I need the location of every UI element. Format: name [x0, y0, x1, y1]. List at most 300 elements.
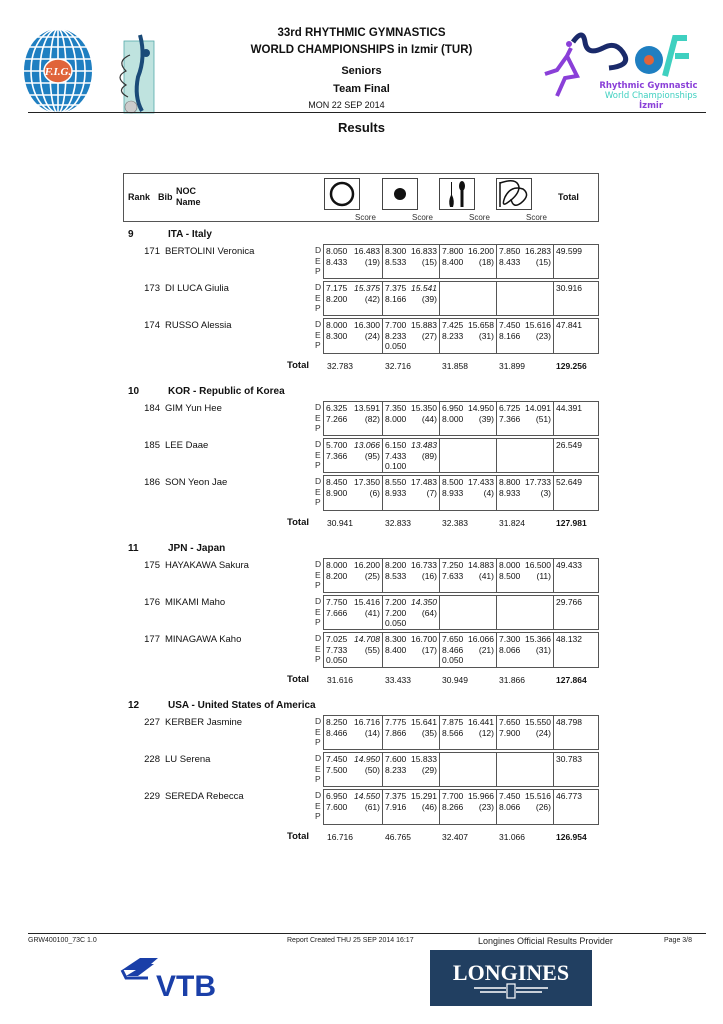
apparatus-team-total: 30.941 [327, 518, 353, 528]
gymnast-total: 46.773 [556, 791, 582, 801]
apparatus-score-cell [324, 402, 382, 435]
e-score: 8.266 [442, 801, 464, 812]
gymnast-name: GIM Yun Hee [165, 403, 222, 414]
apparatus-team-total: 31.899 [499, 361, 525, 371]
footer-divider [28, 933, 706, 934]
name-column-label: Name [176, 197, 201, 207]
e-score: 7.500 [326, 764, 348, 775]
apparatus-score-cell [324, 319, 382, 353]
d-score: 7.700 [385, 320, 407, 330]
score-grid [323, 632, 599, 668]
hoop-score-label: Score [355, 213, 376, 222]
score-type-label-d: D [315, 319, 322, 329]
apparatus-score: 16.716 [354, 717, 380, 727]
gymnast-total-cell [553, 753, 600, 786]
ribbon-score-label: Score [526, 213, 547, 222]
apparatus-score-cell [382, 716, 439, 749]
penalty: 0.050 [385, 341, 407, 351]
apparatus-team-total: 46.765 [385, 832, 411, 842]
apparatus-rank: (39) [478, 413, 494, 424]
team-grand-total: 129.256 [556, 361, 587, 371]
gymnast-bib: 229 [144, 791, 160, 802]
e-score: 8.500 [499, 570, 521, 581]
ball-icon [382, 178, 418, 210]
e-score: 8.166 [385, 293, 407, 304]
score-type-label-e: E [315, 569, 321, 580]
apparatus-score: 14.950 [468, 403, 494, 413]
e-score: 8.400 [385, 644, 407, 655]
results-provider: Longines Official Results Provider [478, 936, 613, 946]
gymnast-total: 30.783 [556, 754, 582, 764]
e-score: 8.466 [326, 727, 348, 738]
d-score: 7.750 [326, 597, 348, 607]
apparatus-score: 15.291 [411, 791, 437, 801]
apparatus-score: 14.950 [354, 754, 380, 764]
event-logo-line1: Rhythmic Gymnastics [599, 81, 697, 91]
apparatus-score: 14.091 [525, 403, 551, 413]
apparatus-score: 16.200 [468, 246, 494, 256]
gymnast-total-cell [553, 402, 600, 435]
apparatus-score-cell [439, 753, 496, 786]
score-type-label-e: E [315, 292, 321, 303]
event-logo-line3: İzmir [638, 101, 664, 111]
d-score: 7.025 [326, 634, 348, 644]
apparatus-rank: (6) [369, 487, 380, 498]
championship-title-line1: 33rd RHYTHMIC GYMNASTICS [277, 27, 446, 39]
score-grid [323, 281, 599, 316]
team-total-label: Total [287, 674, 309, 685]
gymnast-name: LU Serena [165, 754, 211, 765]
score-type-label-p: P [315, 774, 321, 784]
d-score: 7.200 [385, 597, 407, 607]
e-score: 7.916 [385, 801, 407, 812]
svg-text:F.I.G.: F.I.G. [44, 66, 72, 78]
apparatus-score-cell [439, 319, 496, 353]
apparatus-rank: (23) [535, 330, 551, 341]
apparatus-rank: (41) [364, 607, 380, 618]
apparatus-team-total: 31.066 [499, 832, 525, 842]
apparatus-rank: (15) [535, 256, 551, 267]
apparatus-rank: (24) [535, 727, 551, 738]
team-rank: 12 [128, 700, 140, 711]
apparatus-rank: (51) [535, 413, 551, 424]
team-grand-total: 127.864 [556, 675, 587, 685]
d-score: 7.875 [442, 717, 464, 727]
score-type-label-p: P [315, 423, 321, 433]
e-score: 7.600 [326, 801, 348, 812]
championship-title-line2: WORLD CHAMPIONSHIPS in Izmir (TUR) [250, 44, 473, 56]
vtb-logo [118, 952, 228, 1000]
apparatus-team-total: 16.716 [327, 832, 353, 842]
gymnast-total-cell [553, 245, 600, 278]
d-score: 8.050 [326, 246, 348, 256]
gymnast-total: 48.132 [556, 634, 582, 644]
apparatus-score-cell [324, 439, 382, 472]
gymnast-name: BERTOLINI Veronica [165, 246, 255, 257]
e-score: 8.000 [442, 413, 464, 424]
apparatus-rank: (89) [421, 450, 437, 461]
apparatus-score-cell [496, 402, 553, 435]
gymnast-bib: 176 [144, 597, 160, 608]
score-type-label-d: D [315, 790, 322, 800]
apparatus-score: 16.066 [468, 634, 494, 644]
longines-logo [430, 950, 592, 1006]
apparatus-score-cell [496, 753, 553, 786]
apparatus-rank: (16) [421, 570, 437, 581]
score-type-label-e: E [315, 449, 321, 460]
gymnast-name: MINAGAWA Kaho [165, 634, 242, 645]
score-type-label-e: E [315, 763, 321, 774]
apparatus-rank: (23) [478, 801, 494, 812]
d-score: 6.950 [326, 791, 348, 801]
e-score: 7.666 [326, 607, 348, 618]
report-code: GRW400100_73C 1.0 [28, 937, 97, 944]
gymnast-total: 52.649 [556, 477, 582, 487]
score-type-label-p: P [315, 303, 321, 313]
d-score: 7.450 [499, 791, 521, 801]
apparatus-score-cell [439, 559, 496, 592]
team-grand-total: 126.954 [556, 832, 587, 842]
apparatus-rank: (25) [364, 570, 380, 581]
apparatus-score: 15.966 [468, 791, 494, 801]
apparatus-score: 16.300 [354, 320, 380, 330]
score-type-label-e: E [315, 329, 321, 340]
d-score: 7.425 [442, 320, 464, 330]
apparatus-rank: (55) [364, 644, 380, 655]
d-score: 8.000 [326, 320, 348, 330]
d-score: 7.375 [385, 283, 407, 293]
apparatus-score-cell [382, 245, 439, 278]
apparatus-rank: (39) [421, 293, 437, 304]
apparatus-score-cell [324, 559, 382, 592]
event-logo-line2: World Championships [604, 91, 697, 101]
penalty: 0.050 [442, 655, 464, 665]
gymnast-total-cell [553, 790, 600, 824]
d-score: 8.000 [499, 560, 521, 570]
d-score: 8.200 [385, 560, 407, 570]
apparatus-score-cell [382, 402, 439, 435]
ball-score-label: Score [412, 213, 433, 222]
apparatus-score: 17.350 [354, 477, 380, 487]
apparatus-score: 15.350 [411, 403, 437, 413]
hoop-icon [324, 178, 360, 210]
d-score: 6.725 [499, 403, 521, 413]
apparatus-rank: (35) [421, 727, 437, 738]
event-label: Team Final [333, 83, 390, 95]
apparatus-score-cell [382, 282, 439, 315]
gymnast-total-cell [553, 716, 600, 749]
apparatus-rank: (46) [421, 801, 437, 812]
apparatus-score-cell [496, 790, 553, 824]
gymnast-total: 49.433 [556, 560, 582, 570]
score-type-label-p: P [315, 460, 321, 470]
d-score: 8.300 [385, 246, 407, 256]
apparatus-score: 13.066 [354, 440, 380, 450]
d-score: 7.300 [499, 634, 521, 644]
apparatus-score-cell [439, 596, 496, 629]
apparatus-score-cell [324, 790, 382, 824]
apparatus-score: 15.416 [354, 597, 380, 607]
apparatus-score-cell [439, 245, 496, 278]
apparatus-rank: (4) [483, 487, 494, 498]
gymnast-total: 30.916 [556, 283, 582, 293]
apparatus-score: 16.733 [411, 560, 437, 570]
gymnast-bib: 173 [144, 283, 160, 294]
apparatus-score-cell [324, 282, 382, 315]
apparatus-team-total: 32.407 [442, 832, 468, 842]
apparatus-score: 15.550 [525, 717, 551, 727]
apparatus-score-cell [496, 596, 553, 629]
apparatus-score: 14.708 [354, 634, 380, 644]
score-type-label-d: D [315, 716, 322, 726]
gymnast-total-cell [553, 559, 600, 592]
team-total-label: Total [287, 831, 309, 842]
d-score: 7.700 [442, 791, 464, 801]
apparatus-score-cell [496, 633, 553, 667]
e-score: 7.366 [499, 413, 521, 424]
apparatus-team-total: 32.833 [385, 518, 411, 528]
apparatus-rank: (15) [421, 256, 437, 267]
d-score: 8.550 [385, 477, 407, 487]
apparatus-score: 17.433 [468, 477, 494, 487]
d-score: 6.150 [385, 440, 407, 450]
e-score: 8.933 [385, 487, 407, 498]
apparatus-score: 15.366 [525, 634, 551, 644]
apparatus-team-total: 31.866 [499, 675, 525, 685]
score-type-label-e: E [315, 486, 321, 497]
ribbon-icon [496, 178, 532, 210]
team-rank: 9 [128, 229, 134, 240]
apparatus-score-cell [496, 319, 553, 353]
d-score: 7.450 [499, 320, 521, 330]
e-score: 8.233 [442, 330, 464, 341]
gymnast-name: RUSSO Alessia [165, 320, 232, 331]
d-score: 8.250 [326, 717, 348, 727]
score-type-label-p: P [315, 340, 321, 350]
apparatus-rank: (21) [478, 644, 494, 655]
team-rank: 10 [128, 386, 140, 397]
apparatus-score: 15.375 [354, 283, 380, 293]
apparatus-rank: (12) [478, 727, 494, 738]
score-grid [323, 401, 599, 436]
column-header [123, 173, 599, 222]
gymnast-bib: 174 [144, 320, 160, 331]
page-number: Page 3/8 [664, 937, 693, 944]
apparatus-rank: (82) [364, 413, 380, 424]
clubs-icon [439, 178, 475, 210]
e-score: 7.366 [326, 450, 348, 461]
e-score: 8.400 [442, 256, 464, 267]
team-total-label: Total [287, 517, 309, 528]
apparatus-score-cell [324, 245, 382, 278]
gymnast-name: HAYAKAWA Sakura [165, 560, 249, 571]
score-type-label-d: D [315, 559, 322, 569]
apparatus-rank: (24) [364, 330, 380, 341]
d-score: 6.950 [442, 403, 464, 413]
d-score: 7.600 [385, 754, 407, 764]
e-score: 7.200 [385, 607, 407, 618]
apparatus-rank: (31) [535, 644, 551, 655]
score-type-label-p: P [315, 737, 321, 747]
penalty: 0.050 [326, 655, 348, 665]
score-type-label-d: D [315, 596, 322, 606]
apparatus-score: 15.833 [411, 754, 437, 764]
apparatus-rank: (41) [478, 570, 494, 581]
apparatus-score-cell [324, 753, 382, 786]
apparatus-score-cell [496, 716, 553, 749]
gymnast-total: 49.599 [556, 246, 582, 256]
apparatus-score: 14.550 [354, 791, 380, 801]
apparatus-score: 14.350 [411, 597, 437, 607]
penalty: 0.050 [385, 618, 407, 628]
team-grand-total: 127.981 [556, 518, 587, 528]
score-type-label-d: D [315, 282, 322, 292]
apparatus-score-cell [496, 476, 553, 510]
score-grid [323, 558, 599, 593]
d-score: 8.000 [326, 560, 348, 570]
e-score: 8.533 [385, 256, 407, 267]
score-type-label-e: E [315, 643, 321, 654]
e-score: 7.866 [385, 727, 407, 738]
score-grid [323, 595, 599, 630]
d-score: 7.250 [442, 560, 464, 570]
gymnast-total-cell [553, 476, 600, 510]
apparatus-score: 15.541 [411, 283, 437, 293]
gymnast-name: DI LUCA Giulia [165, 283, 229, 294]
gymnast-bib: 184 [144, 403, 160, 414]
team-noc-name: KOR - Republic of Korea [168, 386, 285, 397]
gymnast-total-cell [553, 596, 600, 629]
score-type-label-p: P [315, 617, 321, 627]
apparatus-rank: (7) [426, 487, 437, 498]
apparatus-rank: (44) [421, 413, 437, 424]
apparatus-rank: (64) [421, 607, 437, 618]
apparatus-score: 16.283 [525, 246, 551, 256]
e-score: 8.533 [385, 570, 407, 581]
gymnast-name: KERBER Jasmine [165, 717, 243, 728]
e-score: 8.466 [442, 644, 464, 655]
d-score: 7.450 [326, 754, 348, 764]
apparatus-team-total: 31.616 [327, 675, 353, 685]
e-score: 7.433 [385, 450, 407, 461]
apparatus-score-cell [496, 559, 553, 592]
apparatus-score-cell [324, 716, 382, 749]
d-score: 6.325 [326, 403, 348, 413]
gymnast-total: 47.841 [556, 320, 582, 330]
gymnast-total: 48.798 [556, 717, 582, 727]
apparatus-score-cell [324, 596, 382, 629]
e-score: 8.200 [326, 570, 348, 581]
apparatus-score-cell [382, 439, 439, 472]
score-type-label-d: D [315, 439, 322, 449]
team-noc-name: USA - United States of America [168, 700, 316, 711]
e-score: 8.566 [442, 727, 464, 738]
e-score: 8.233 [385, 764, 407, 775]
apparatus-team-total: 32.716 [385, 361, 411, 371]
apparatus-score: 16.441 [468, 717, 494, 727]
e-score: 7.633 [442, 570, 464, 581]
apparatus-score: 13.591 [354, 403, 380, 413]
apparatus-score-cell [382, 559, 439, 592]
gymnast-total-cell [553, 439, 600, 472]
apparatus-score-cell [439, 790, 496, 824]
apparatus-team-total: 31.858 [442, 361, 468, 371]
apparatus-score-cell [439, 282, 496, 315]
e-score: 7.900 [499, 727, 521, 738]
d-score: 8.800 [499, 477, 521, 487]
apparatus-score-cell [382, 753, 439, 786]
apparatus-rank: (19) [364, 256, 380, 267]
e-score: 8.900 [326, 487, 348, 498]
score-grid [323, 715, 599, 750]
team-noc-name: JPN - Japan [168, 543, 226, 554]
apparatus-score-cell [439, 476, 496, 510]
apparatus-rank: (18) [478, 256, 494, 267]
total-column-label: Total [558, 192, 579, 202]
report-created: Report Created THU 25 SEP 2014 16:17 [287, 937, 414, 944]
e-score: 8.933 [499, 487, 521, 498]
apparatus-score-cell [496, 282, 553, 315]
apparatus-score-cell [324, 476, 382, 510]
score-type-label-e: E [315, 606, 321, 617]
team-total-label: Total [287, 360, 309, 371]
apparatus-score: 15.641 [411, 717, 437, 727]
score-type-label-d: D [315, 753, 322, 763]
apparatus-team-total: 31.824 [499, 518, 525, 528]
e-score: 8.300 [326, 330, 348, 341]
apparatus-score-cell [496, 439, 553, 472]
longines-logo-text: LONGINES [452, 960, 570, 985]
e-score: 8.066 [499, 644, 521, 655]
d-score: 7.350 [385, 403, 407, 413]
d-score: 8.300 [385, 634, 407, 644]
team-rank: 11 [128, 543, 139, 554]
apparatus-rank: (3) [540, 487, 551, 498]
score-grid [323, 475, 599, 511]
apparatus-rank: (29) [421, 764, 437, 775]
e-score: 7.733 [326, 644, 348, 655]
score-type-label-e: E [315, 800, 321, 811]
apparatus-rank: (95) [364, 450, 380, 461]
apparatus-score: 16.200 [354, 560, 380, 570]
clubs-score-label: Score [469, 213, 490, 222]
rank-column-label: Rank [128, 192, 151, 202]
apparatus-score-cell [382, 633, 439, 667]
results-heading: Results [338, 120, 385, 135]
d-score: 7.850 [499, 246, 521, 256]
gymnast-total: 29.766 [556, 597, 582, 607]
d-score: 5.700 [326, 440, 348, 450]
gymnast-bib: 185 [144, 440, 160, 451]
score-type-label-d: D [315, 633, 322, 643]
gymnast-bib: 227 [144, 717, 160, 728]
e-score: 8.000 [385, 413, 407, 424]
score-type-label-p: P [315, 811, 321, 821]
header-divider [28, 112, 706, 113]
e-score: 8.066 [499, 801, 521, 812]
apparatus-score: 15.658 [468, 320, 494, 330]
noc-column-label: NOC [176, 186, 196, 196]
e-score: 8.933 [442, 487, 464, 498]
apparatus-score: 15.516 [525, 791, 551, 801]
gymnast-bib: 177 [144, 634, 160, 645]
gymnast-total: 44.391 [556, 403, 582, 413]
gymnast-name: LEE Daae [165, 440, 209, 451]
apparatus-score: 16.833 [411, 246, 437, 256]
e-score: 7.266 [326, 413, 348, 424]
d-score: 7.650 [499, 717, 521, 727]
apparatus-rank: (50) [364, 764, 380, 775]
